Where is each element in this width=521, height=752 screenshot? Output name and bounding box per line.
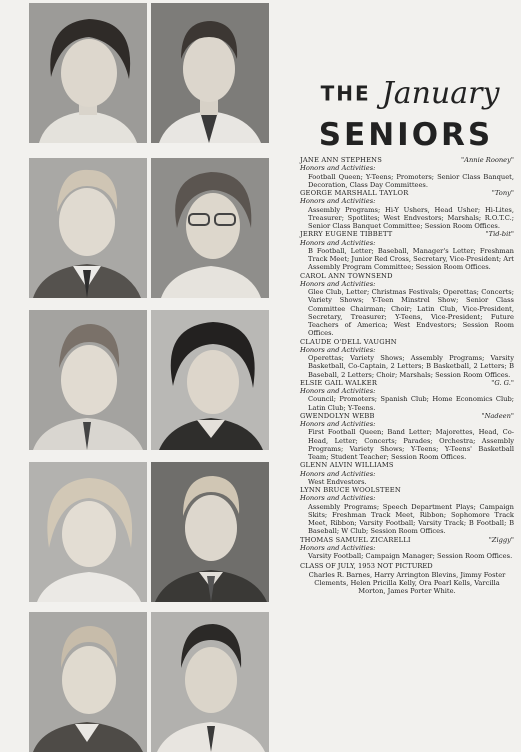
portrait-image — [29, 462, 147, 602]
senior-nickname: "Ziggy" — [488, 535, 514, 544]
senior-activities: Varsity Football; Campaign Manager; Session Room Offices. — [308, 552, 513, 560]
senior-nickname: "Nadeen" — [481, 411, 514, 420]
senior-photo-9 — [29, 612, 147, 752]
senior-name: LYNN BRUCE WOOLSTEEN — [300, 486, 401, 494]
honors-label: Honors and Activities: — [300, 164, 376, 173]
senior-name: JERRY EUGENE TIBBETT — [300, 230, 393, 239]
portrait-image — [29, 310, 147, 450]
portrait-image — [151, 310, 269, 450]
title-the: THE — [320, 81, 371, 106]
honors-label: Honors and Activities: — [300, 494, 376, 503]
senior-entry — [300, 189, 514, 230]
senior-entry — [300, 412, 514, 462]
senior-name: JANE ANN STEPHENS — [300, 156, 382, 164]
honors-label: Honors and Activities: — [300, 387, 376, 395]
portrait-image — [151, 158, 269, 298]
senior-photo-6 — [151, 310, 269, 450]
honors-label: Honors and Activities: — [300, 238, 376, 247]
title-seniors: SENIORS — [318, 117, 494, 153]
honors-label: Honors and Activities: — [300, 279, 376, 288]
senior-activities: Glee Club, Letter; Christmas Festivals; Operettas; Concerts; Variety Shows; Y-Teen Minstrel Show; Senior Class Committee Chairman; Choir; Latin Club, Vice-President, Secretary, Treasurer; Y-Teens, Vice-President; Future Teachers of America; West Endvestors; Session Room Offices. — [308, 288, 514, 338]
senior-name: GEORGE MARSHALL TAYLOR — [300, 189, 409, 197]
senior-entry — [300, 338, 514, 379]
senior-activities: Football Queen; Y-Teens; Promoters; Senior Class Banquet, Decoration, Class Day Committees. — [308, 172, 514, 189]
not-pictured-section — [300, 562, 514, 595]
senior-activities: Assembly Programs; Hi-Y Ushers, Head Usher; Hi-Lites, Treasurer; Spotlites; West Endvestors; Marshals; R.O.T.C.; Senior Class Banquet Committee; Session Room Offices. — [308, 205, 514, 230]
senior-nickname: "Tony" — [491, 189, 514, 197]
honors-label: Honors and Activities: — [300, 543, 376, 552]
portrait-image — [29, 158, 147, 298]
portrait-image — [29, 3, 147, 143]
honors-label: Honors and Activities: — [300, 420, 376, 428]
senior-activities: Council; Promoters; Spanish Club; Home Economics Club; Latin Club; Y-Teens. — [308, 395, 514, 412]
senior-photo-5 — [29, 310, 147, 450]
senior-photo-2 — [151, 3, 269, 143]
senior-entries — [300, 156, 514, 595]
senior-activities: Assembly Programs; Speech Department Plays; Campaign Skits; Freshman Track Meet, Ribbon; Sophomore Track Meet, Ribbon; Varsity Football; Varsity Track; B Football; B Baseball; W Club; Session Room Offices. — [308, 502, 514, 536]
title-month: January — [381, 76, 500, 111]
senior-nickname: "Annie Rooney" — [461, 156, 514, 164]
senior-photo-7 — [29, 462, 147, 602]
senior-photo-3 — [29, 158, 147, 298]
portrait-image — [151, 462, 269, 602]
senior-entry — [300, 379, 514, 412]
senior-entry — [300, 536, 514, 561]
honors-label: Honors and Activities: — [300, 197, 376, 206]
senior-photo-1 — [29, 3, 147, 143]
senior-entry — [300, 486, 514, 536]
not-pictured-names: Charles R. Barnes, Harry Arrington Blevins, Jimmy Foster Clements, Helen Pricilla Kelly, Ora Pearl Kells, Varcilla Morton, James Porter White. — [308, 570, 506, 595]
senior-nickname: "Tid-bit" — [485, 230, 514, 239]
senior-name: CAROL ANN TOWNSEND — [300, 271, 393, 280]
page-title — [310, 76, 510, 111]
portrait-image — [151, 612, 269, 752]
senior-entry — [300, 461, 514, 486]
senior-name: GLENN ALVIN WILLIAMS — [300, 461, 394, 470]
honors-label: Honors and Activities: — [300, 345, 376, 354]
senior-entry — [300, 156, 514, 189]
portrait-image — [29, 612, 147, 752]
not-pictured-heading: CLASS OF JULY, 1953 NOT PICTURED — [300, 562, 433, 571]
senior-activities: B Football, Letter; Baseball, Manager's Letter; Freshman Track Meet; Junior Red Cross, Secretary, Vice-President; Art Assembly Program Committee; Session Room Offices. — [308, 246, 514, 272]
senior-name: CLAUDE O'DELL VAUGHN — [300, 337, 397, 346]
senior-activities: West Endvestors. — [308, 477, 367, 486]
senior-name: GWENDOLYN WEBB — [300, 411, 375, 420]
senior-entry — [300, 272, 514, 338]
senior-entry — [300, 230, 514, 271]
senior-name: THOMAS SAMUEL ZICARELLI — [300, 535, 411, 544]
senior-name: ELSIE GAIL WALKER — [300, 378, 378, 387]
honors-label: Honors and Activities: — [300, 469, 376, 478]
senior-activities: First Football Queen; Band Letter; Majorettes, Head, Co-Head, Letter; Concerts; Parades; Orchestra; Assembly Programs; Variety Shows; Y-Teens; Y-Teens' Basketball Team; Student Teacher; Session Room Offices. — [308, 428, 514, 461]
senior-activities: Operettas; Variety Shows; Assembly Programs; Varsity Basketball, Co-Captain, 2 Letters; B Basketball, 2 Letters; B Baseball, 2 Letters; Choir; Marshals; Session Room Offices. — [308, 354, 514, 379]
senior-nickname: "G. G." — [491, 378, 514, 387]
senior-photo-4 — [151, 158, 269, 298]
senior-photo-8 — [151, 462, 269, 602]
senior-photo-10 — [151, 612, 269, 752]
portrait-image — [151, 3, 269, 143]
